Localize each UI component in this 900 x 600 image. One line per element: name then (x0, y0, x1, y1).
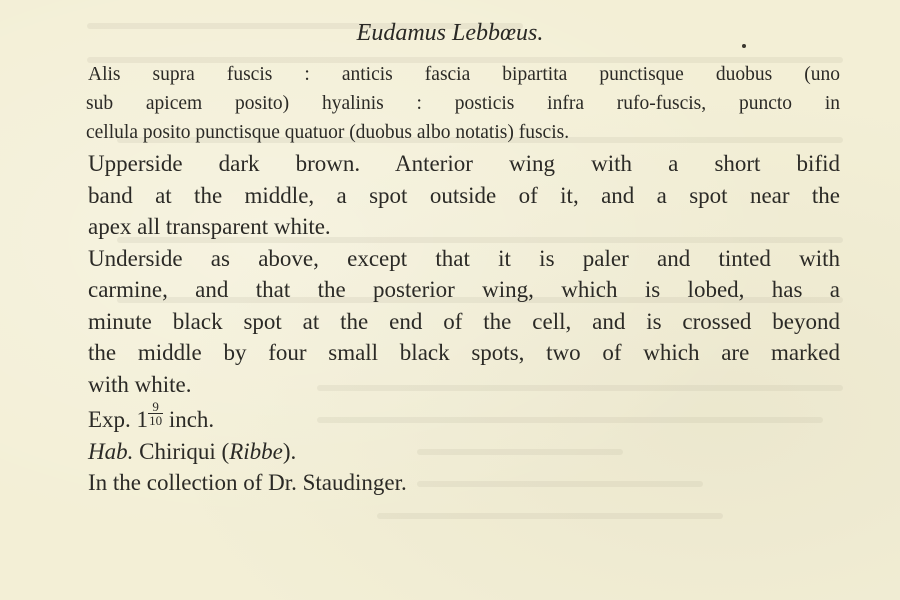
upperside-line-1: Upperside dark brown. Anterior wing with a short bifid (88, 151, 840, 176)
underside-line-4: the middle by four small black spots, two of which are marked (88, 340, 840, 365)
habitat-line: Hab. Chiriqui (Ribbe). (88, 438, 297, 464)
latin-line-2: sub apicem posito) hyalinis : posticis infra rufo-fuscis, puncto in (86, 93, 840, 114)
underside-line-3: minute black spot at the end of the cell, and is crossed beyond (88, 308, 840, 334)
expanse-fraction: $\frac{9}{10}$ (149, 399, 163, 428)
upperside-line-3: apex all transparent white. (88, 214, 331, 239)
underside-line-2: carmine, and that the posterior wing, which is lobed, has a (88, 277, 840, 302)
english-description (88, 148, 840, 499)
underside-line-5: with white. (88, 371, 192, 397)
species-title: Eudamus Lebbœus. (356, 20, 544, 46)
collection-line: In the collection of Dr. Staudinger. (88, 470, 407, 495)
habitat-label: Hab. (88, 438, 134, 464)
upperside-line-2: band at the middle, a spot outside of it, and a spot near the (88, 182, 840, 208)
latin-line-3: cellula posito punctisque quatuor (duobus albo notatis) fuscis. (86, 122, 570, 143)
expanse-line: Exp. 1 $\frac{9}{10}$ inch. (88, 399, 215, 432)
latin-description (88, 60, 840, 147)
underside-line-1: Underside as above, except that it is paler and tinted with (88, 245, 840, 271)
latin-line-1: Alis supra fuscis : anticis fascia bipartita punctisque duobus (uno (88, 64, 840, 85)
collector-name: Ribbe (229, 438, 283, 464)
